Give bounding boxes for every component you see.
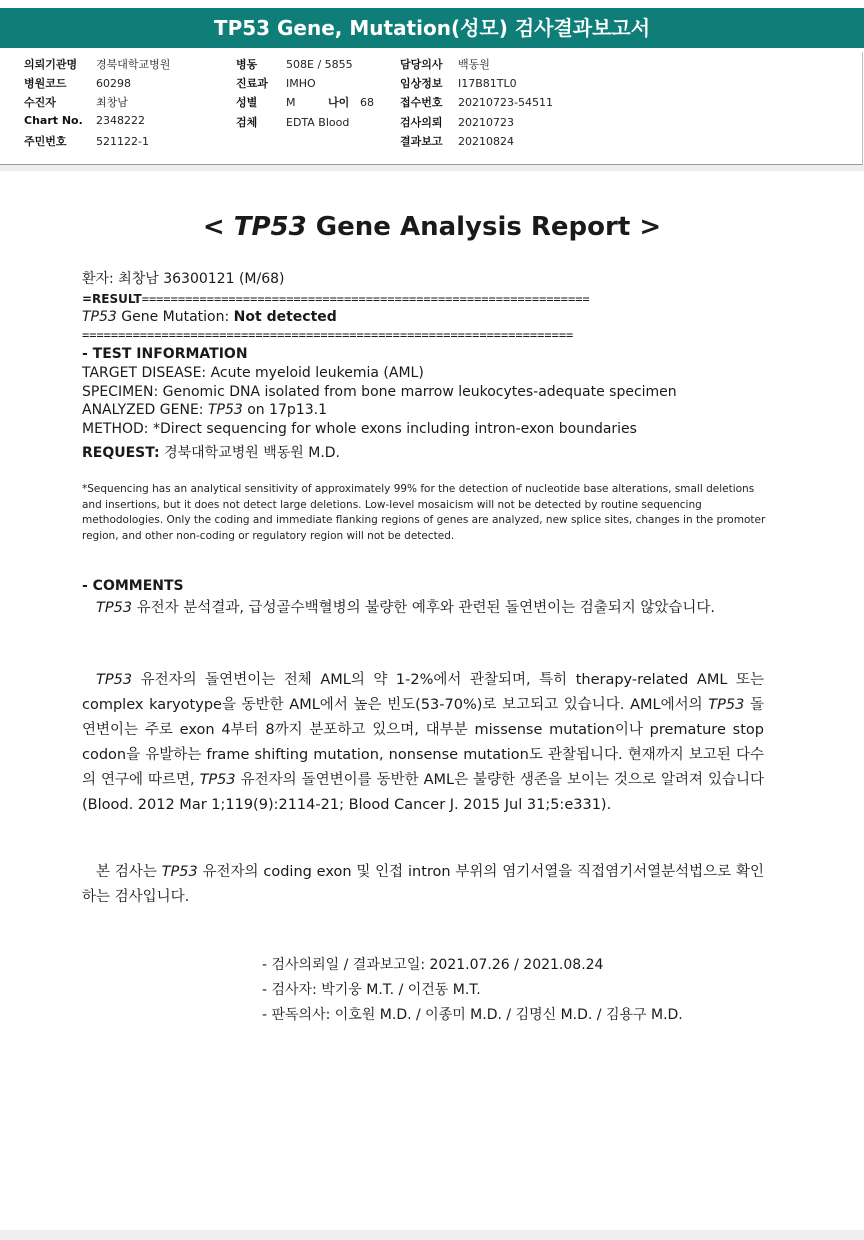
sig-dates: - 검사의뢰일 / 결과보고일: 2021.07.26 / 2021.08.24 [262, 957, 604, 973]
info-sex: 성별 M [236, 96, 296, 109]
sig-readers: - 판독의사: 이호원 M.D. / 이종미 M.D. / 김명신 M.D. / 김용구 M.D. [262, 1007, 683, 1023]
method-line: METHOD: *Direct sequencing for whole exons including intron-exon boundaries [82, 421, 637, 437]
comments-heading: - COMMENTS [82, 578, 184, 594]
info-doctor: 담당의사 백동원 [400, 58, 490, 71]
patient-info-panel [0, 52, 863, 165]
info-clinical: 임상정보 I17B81TL0 [400, 77, 517, 90]
info-resident-no: 주민번호 521122-1 [24, 135, 149, 148]
info-department: 진료과 IMHO [236, 77, 316, 90]
info-institution: 의뢰기관명 경북대학교병원 [24, 58, 171, 71]
sig-testers: - 검사자: 박기웅 M.T. / 이건동 M.T. [262, 982, 481, 998]
test-info-heading: - TEST INFORMATION [82, 346, 248, 362]
info-hospital-code: 병원코드 60298 [24, 77, 131, 90]
mutation-result: TP53 Gene Mutation: Not detected [82, 309, 337, 325]
analyzed-gene: ANALYZED GENE: TP53 on 17p13.1 [82, 402, 327, 418]
result-divider: ==================================================================== [82, 328, 574, 342]
patient-line: 환자: 최창남 36300121 (M/68) [82, 271, 285, 287]
info-ward: 병동 508E / 5855 [236, 58, 353, 71]
info-report-date: 결과보고 20210824 [400, 135, 514, 148]
comment-paragraph-2: TP53 유전자의 돌연변이는 전체 AML의 약 1-2%에서 관찰되며, 특히 therapy-related AML 또는 complex karyotype을 동반한 AML에서 높은 빈도(53-70%)로 보고되고 있습니다. AML에서의 TP53 돌연변이는 주로 exon 4부터 8까지 분포하고 있으며, 대부분 missense mutation이나 premature stop codon을 유발하는 frame shifting mutation, nonsense mutation도 관찰됩니다. 현재까지 보고된 다수의 연구에 따르면, TP53 유전자의 돌연변이를 동반한 AML은 불량한 생존을 보이는 것으로 알려져 있습니다(Blood. 2012 Mar 1;119(9):2114-21; Blood Cancer J. 2015 Jul 31;5:e331). [82, 672, 764, 813]
section-gap [0, 165, 864, 171]
report-page [0, 172, 864, 1230]
info-accession: 접수번호 20210723-54511 [400, 96, 553, 109]
bottom-gap [0, 1230, 864, 1240]
specimen-line: SPECIMEN: Genomic DNA isolated from bone marrow leukocytes-adequate specimen [82, 384, 677, 400]
comment-paragraph-3: 본 검사는 TP53 유전자의 coding exon 및 인접 intron 부위의 염기서열을 직접염기서열분석법으로 확인하는 검사입니다. [82, 864, 764, 905]
info-age: 나이 68 [328, 96, 374, 109]
sequencing-footnote: *Sequencing has an analytical sensitivity of approximately 99% for the detection of nucleotide base alterations, small deletions and insertions, but it does not detect large deletions. Low-level mosaicism will not be detected by routine sequencing methodologies. Only the coding and immediate flanking regions of genes are analyzed, new splice sites, changes in the promoter region, and other non-coding or regulatory region will not be detected. [82, 483, 766, 542]
report-header-title: TP53 Gene, Mutation(성모) 검사결과보고서 [0, 8, 864, 48]
info-patient-name: 수진자 최창남 [24, 96, 128, 109]
comment-paragraph-1: TP53 유전자 분석결과, 급성골수백혈병의 불량한 예후와 관련된 돌연변이는 검출되지 않았습니다. [96, 600, 716, 616]
info-chart-no: Chart No. 2348222 [24, 114, 145, 127]
info-specimen: 검체 EDTA Blood [236, 116, 350, 129]
target-disease: TARGET DISEASE: Acute myeloid leukemia (AML) [82, 365, 424, 381]
result-line: =RESULT============================================================== [82, 292, 590, 306]
request-line: REQUEST: 경북대학교병원 백동원 M.D. [82, 445, 341, 461]
report-title: < TP53 Gene Analysis Report > [202, 212, 662, 242]
info-request-date: 검사의뢰 20210723 [400, 116, 514, 129]
